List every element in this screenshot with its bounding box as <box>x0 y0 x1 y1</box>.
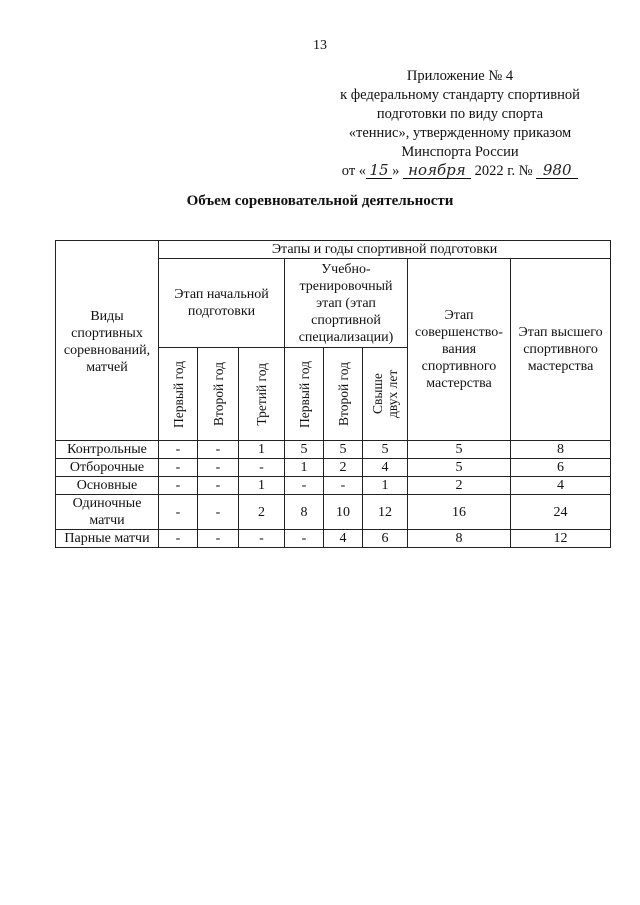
table-cell: 24 <box>511 495 611 530</box>
header-year-training-1: Первый год <box>285 348 324 441</box>
table-cell: 1 <box>363 477 408 495</box>
table-cell: 4 <box>324 530 363 548</box>
table-cell: - <box>285 530 324 548</box>
table-cell: 6 <box>511 459 611 477</box>
table-cell: - <box>159 441 198 459</box>
header-year-training-2: Второй год <box>324 348 363 441</box>
table-cell: 12 <box>511 530 611 548</box>
annex-line-3: подготовки по виду спорта <box>376 106 544 122</box>
date-day-handwritten: 15 <box>366 162 392 179</box>
document-title: Объем соревновательной деятельности <box>186 193 454 209</box>
annex-line-1: Приложение № 4 <box>406 68 514 84</box>
header-stages: Этапы и годы спортивной подготовки <box>159 241 611 259</box>
annex-line-2: к федеральному стандарту спортивной <box>340 87 580 103</box>
header-stage-training: Учебно-тренировочный этап (этап спортивной специализации) <box>285 259 408 348</box>
header-year-training-3: Свыше двух лет <box>363 348 408 441</box>
table-cell: - <box>198 441 239 459</box>
table-cell: 8 <box>408 530 511 548</box>
date-month-handwritten: ноября <box>403 162 471 179</box>
table-cell: - <box>198 495 239 530</box>
table-cell: - <box>198 459 239 477</box>
table-cell: - <box>285 477 324 495</box>
table-cell: 4 <box>363 459 408 477</box>
table-cell: 1 <box>285 459 324 477</box>
table-row <box>56 495 611 530</box>
table-cell: 12 <box>363 495 408 530</box>
table-cell: 8 <box>285 495 324 530</box>
table-cell: - <box>159 495 198 530</box>
page-number: 13 <box>313 38 327 53</box>
table-cell: 8 <box>511 441 611 459</box>
table-cell: 16 <box>408 495 511 530</box>
header-year-initial-2: Второй год <box>198 348 239 441</box>
row-label: Контрольные <box>56 441 159 459</box>
annex-date-line <box>320 162 600 181</box>
date-mid: » <box>392 163 400 179</box>
table-cell: 5 <box>324 441 363 459</box>
date-year: 2022 г. № <box>474 163 533 179</box>
header-year-initial-3: Третий год <box>239 348 285 441</box>
row-label: Отборочные <box>56 459 159 477</box>
table-cell: 1 <box>239 477 285 495</box>
annex-line-5: Минспорта России <box>401 144 519 160</box>
table-row <box>56 477 611 495</box>
table-cell: - <box>159 459 198 477</box>
table-cell: 10 <box>324 495 363 530</box>
table-cell: 6 <box>363 530 408 548</box>
competition-volume-table <box>55 240 611 548</box>
table-cell: 5 <box>363 441 408 459</box>
header-stage-improvement: Этап совершенство-вания спортивного мастерства <box>408 259 511 441</box>
table-cell: - <box>239 459 285 477</box>
table-cell: 2 <box>408 477 511 495</box>
table-cell: - <box>198 477 239 495</box>
table-cell: 5 <box>285 441 324 459</box>
table-row <box>56 459 611 477</box>
table-cell: - <box>324 477 363 495</box>
table-cell: 2 <box>239 495 285 530</box>
table-row <box>56 530 611 548</box>
table-cell: - <box>159 477 198 495</box>
annex-header <box>320 67 600 181</box>
header-stage-initial: Этап начальной подготовки <box>159 259 285 348</box>
date-prefix: от « <box>341 163 367 179</box>
table-cell: 5 <box>408 441 511 459</box>
table-cell: 1 <box>239 441 285 459</box>
table-row <box>56 441 611 459</box>
row-label: Одиночные матчи <box>56 495 159 530</box>
table-cell: - <box>159 530 198 548</box>
row-label: Парные матчи <box>56 530 159 548</box>
table-cell: 2 <box>324 459 363 477</box>
table-cell: 4 <box>511 477 611 495</box>
header-stage-highest: Этап высшего спортивного мастерства <box>511 259 611 441</box>
annex-line-4: «теннис», утвержденному приказом <box>348 125 572 141</box>
table-cell: - <box>239 530 285 548</box>
row-label: Основные <box>56 477 159 495</box>
table-cell: 5 <box>408 459 511 477</box>
table-cell: - <box>198 530 239 548</box>
header-year-initial-1: Первый год <box>159 348 198 441</box>
order-number-handwritten: 980 <box>536 162 578 179</box>
header-competition-types: Виды спортивных соревнований, матчей <box>56 241 159 441</box>
